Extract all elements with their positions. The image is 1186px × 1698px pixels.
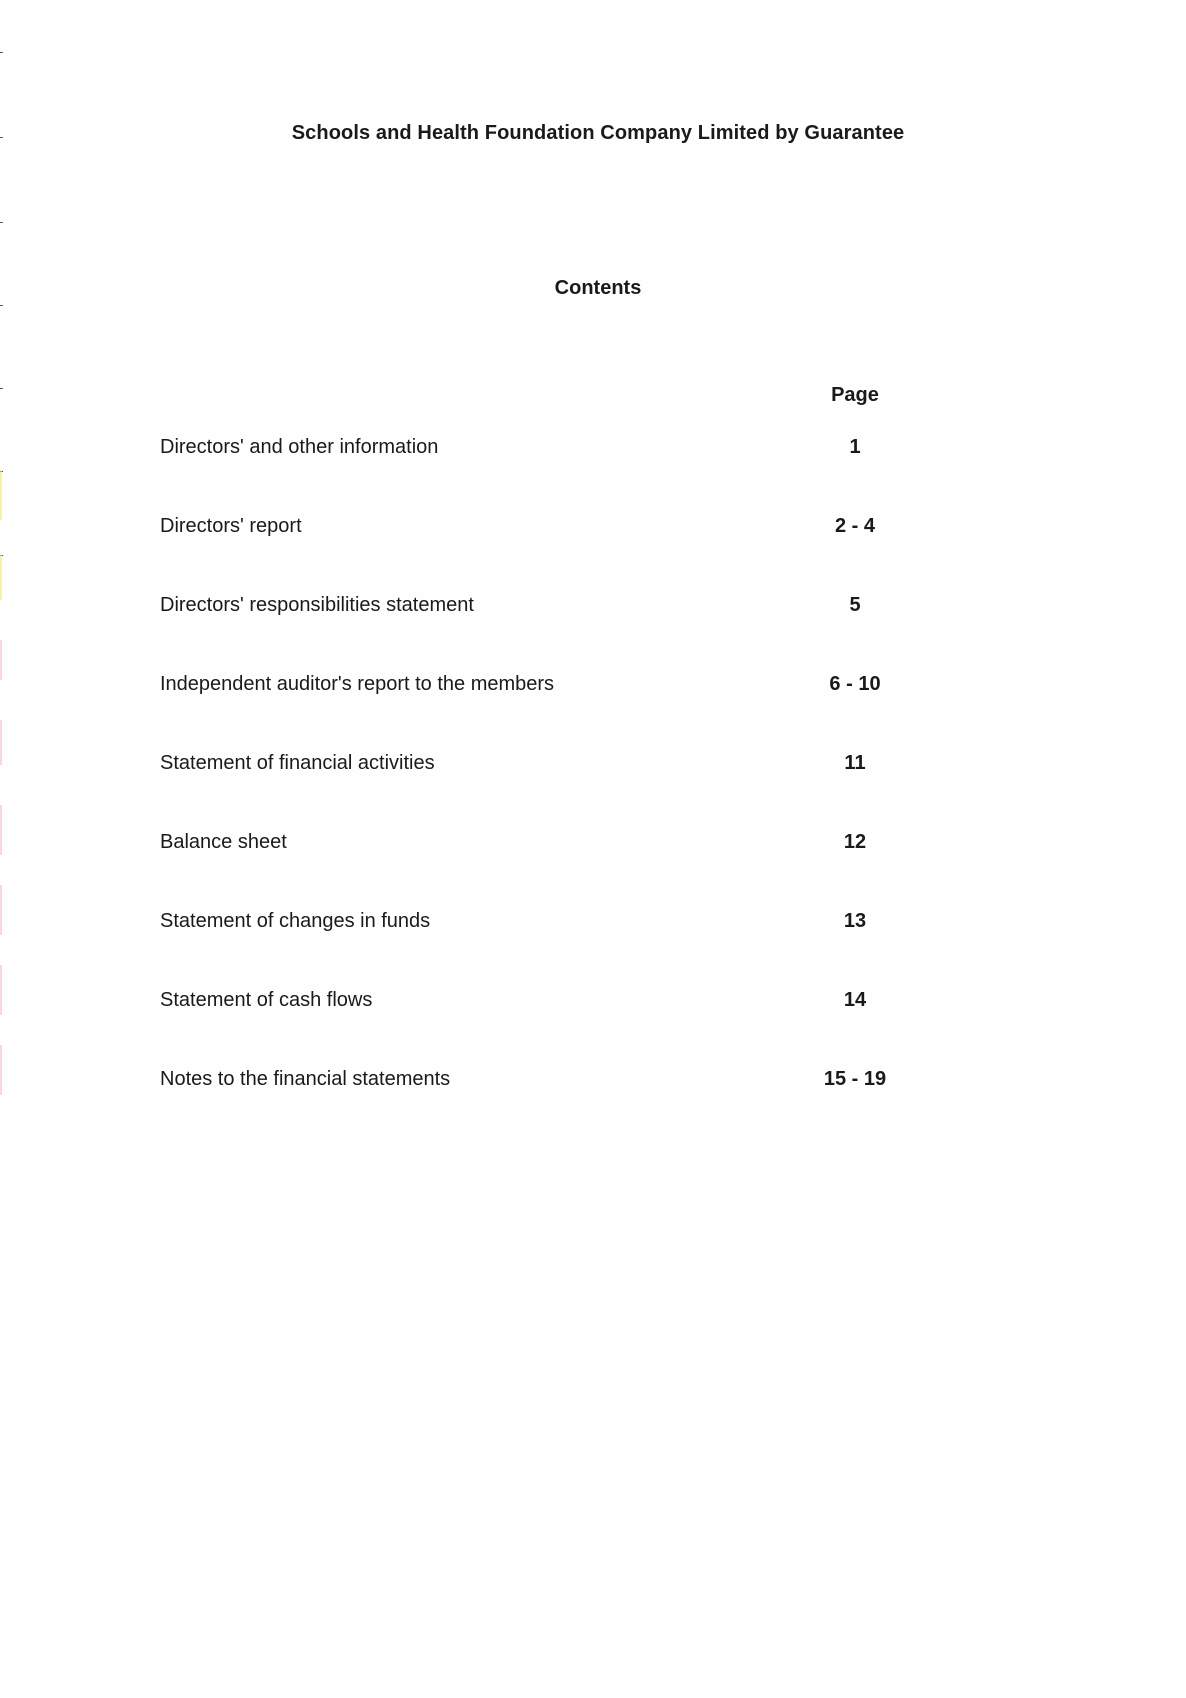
toc-label: Statement of changes in funds [160,910,431,932]
toc-page-number: 15 - 19 [823,1068,887,1090]
toc-page-number: 12 [843,831,867,853]
scan-tint [0,720,2,765]
scan-mark [0,305,3,306]
toc-row [160,509,920,588]
scan-mark [0,222,3,223]
scan-mark [0,388,3,389]
toc-label: Independent auditor's report to the members [160,673,555,695]
toc-page-number: 2 - 4 [834,515,876,537]
table-of-contents [160,430,920,1141]
scan-tint [0,470,2,520]
toc-label: Statement of financial activities [160,752,435,774]
toc-label: Directors' responsibilities statement [160,594,474,616]
toc-row [160,430,920,509]
company-title: Schools and Health Foundation Company Limited by Guarantee [291,122,905,144]
scan-tint [0,965,2,1015]
toc-row [160,588,920,667]
scan-mark [0,52,3,53]
scan-tint [0,555,2,600]
toc-page-number: 6 - 10 [829,673,881,695]
toc-row [160,904,920,983]
toc-page-number: 5 [849,594,861,616]
scan-tint [0,640,2,680]
toc-page-number: 13 [843,910,867,932]
toc-label: Directors' and other information [160,436,439,458]
scan-tint [0,885,2,935]
page-column-header: Page [831,384,879,406]
toc-row [160,1062,920,1141]
toc-row [160,667,920,746]
scan-tint [0,805,2,855]
toc-label: Statement of cash flows [160,989,373,1011]
toc-row [160,825,920,904]
toc-label: Directors' report [160,515,302,537]
toc-label: Balance sheet [160,831,287,853]
toc-page-number: 1 [849,436,861,458]
toc-label: Notes to the financial statements [160,1068,451,1090]
toc-page-number: 11 [844,752,866,774]
toc-row [160,746,920,825]
toc-page-number: 14 [843,989,867,1011]
scan-tint [0,1045,2,1095]
toc-row [160,983,920,1062]
contents-heading: Contents [554,277,642,299]
